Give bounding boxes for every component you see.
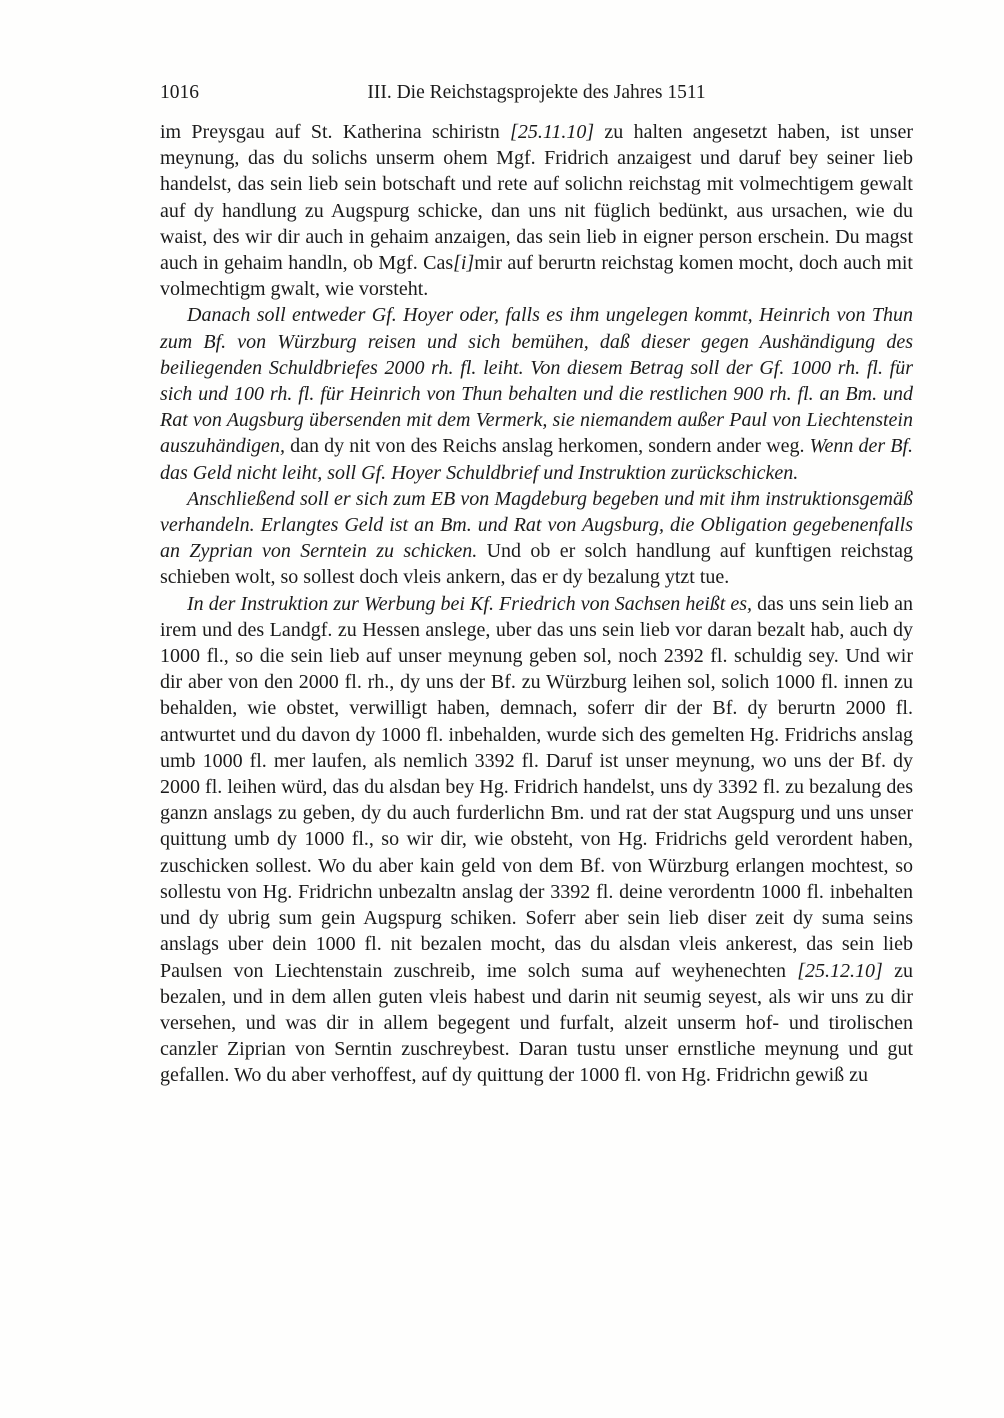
page-body <box>160 119 913 1089</box>
paragraph <box>160 486 913 591</box>
running-header-title: III. Die Reichstagsprojekte des Jahres 1511 <box>367 82 706 103</box>
paragraph <box>160 591 913 1089</box>
text-run: Wenn der Bf. das Geld nicht leiht, soll Gf. Hoyer Schuldbrief und Instruktion zurückschicken. <box>160 435 914 484</box>
page-content <box>160 80 913 1089</box>
text-run: im Preysgau auf St. Katherina schiristn <box>160 121 511 143</box>
text-run: dan dy nit von des Reichs anslag herkomen, sondern ander weg. <box>290 435 810 458</box>
text-run: Danach soll entweder Gf. Hoyer oder, falls es ihm ungelegen kommt, Heinrich von Thun zum Bf. von Würzburg reisen und sich bemühen, daß dieser gegen Aushändigung des beiliegenden Schuldbriefes 2000 rh. fl. leiht. Von diesem Betrag soll der Gf. 1000 rh. fl. für sich und 100 rh. fl. für Heinrich von Thun behalten und die restlichen 900 rh. fl. an Bm. und Rat von Augsburg übersenden mit dem Vermerk, sie niemandem außer Paul von Liechtenstein auszuhändigen, <box>160 304 913 458</box>
paragraph <box>160 119 913 302</box>
running-header <box>160 80 913 106</box>
text-run: [i] <box>453 252 475 275</box>
text-run: [25.11.10] <box>510 121 595 143</box>
text-run: [25.12.10] <box>797 959 883 982</box>
text-run: zu halten angesetzt haben, ist unser meynung, das du solichs unserm ohem Mgf. Fridrich anzaigest und daruf bey seiner lieb handelst, das sein lieb sein botschaft und rete auf solichn reichstag mit volmechtigem gewalt auf dy handlung zu Augspurg schicke, dan uns nit füglich bedünkt, aus ursachen, wie du waist, des wir dir auch in gehaim anzaigen, das sein lieb in eigner person erschein. Du magst auch in gehaim handln, ob Mgf. Cas <box>160 121 913 275</box>
text-run: In der Instruktion zur Werbung bei Kf. Friedrich von Sachsen heißt es, <box>187 592 758 615</box>
text-run: Anschließend soll er sich zum EB von Magdeburg begeben und mit ihm instruktionsgemäß verhandeln. Erlangtes Geld ist an Bm. und Rat von Augsburg, die Obligation gegebenenfalls an Zyprian von Serntein zu schicken. <box>160 487 913 563</box>
text-run: das uns sein lieb an irem und des Landgf. zu Hessen anslege, uber das uns sein lieb vor daran bezalt hab, auch dy 1000 fl., so die sein lieb auf unser meynung geben sol, noch 2392 fl. schuldig sey. Und wir dir aber von den 2000 fl. rh., dy uns der Bf. zu Würzburg leihen sol, solich 1000 fl. innen zu behalden, wie obstet, verwilligt haben, demnach, soferr dir der Bf. dy berurtn 2000 fl. antwurtet und du davon dy 1000 fl. inbehalden, wurde sich des gemelten Hg. Fridrichs anslag umb 1000 fl. mer laufen, als nemlich 3392 fl. Daruf ist unser meynung, wo uns der Bf. dy 2000 fl. leihen würd, das du alsdan bey Hg. Fridrich handelst, uns dy 3392 fl. zu bezalung des ganzn anslags zu geben, dy du auch furderlichn Bm. und rat der stat Augspurg und uns unser quittung umb dy 1000 fl., so wir dir, wie obsteht, von Hg. Fridrichs geld verordent haben, zuschicken sollest. Wo du aber kain geld von dem Bf. von Würzburg erlangen mochtest, so sollestu von Hg. Fridrichn unbezaltn anslag der 3392 fl. deine verordentn 1000 fl. inbehalten und dy ubrig sum gein Augspurg schiken. Soferr aber sein lieb diser zeit dy suma seins anslags uber dein 1000 fl. nit bezalen mocht, das du alsdan vleis ankerest, das sein lieb Paulsen von Liechtenstain zuschreib, ime solch suma auf weyhenechten <box>160 592 913 982</box>
text-run: Und ob er solch handlung auf kunftigen reichstag schieben wolt, so sollest doch vleis ankern, das er dy bezalung ytzt tue. <box>160 540 913 589</box>
page-number: 1016 <box>160 82 199 103</box>
paragraph <box>160 302 913 485</box>
text-run: zu bezalen, und in dem allen guten vleis habest und darin nit seumig seyest, als wir uns zu dir versehen, und was dir in allem begegent und furfalt, alzeit unserm hof- und tirolischen canzler Ziprian von Serntin zuschreybest. Daran tustu unser ernstliche meynung und gut gefallen. Wo du aber verhoffest, auf dy quittung der 1000 fl. von Hg. Fridrichn gewiß zu <box>160 959 913 1087</box>
text-run: mir auf berurtn reichstag komen mocht, doch auch mit volmechtigm gwalt, wie vorsteht. <box>160 252 913 301</box>
